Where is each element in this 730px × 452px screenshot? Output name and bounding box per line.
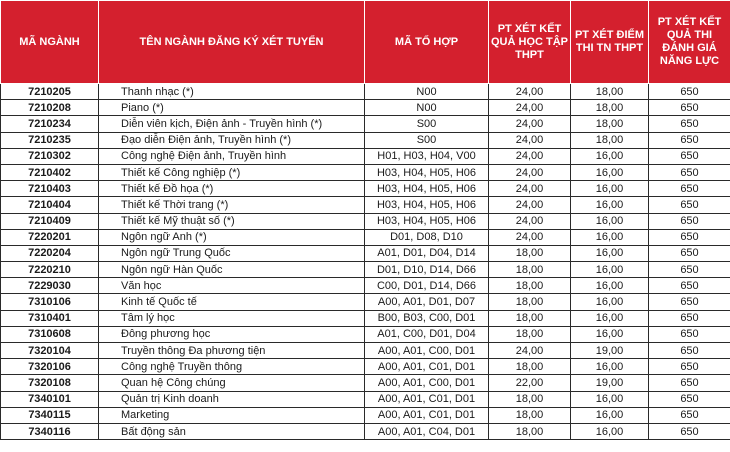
cell-combo: H03, H04, H05, H06 bbox=[365, 213, 489, 229]
cell-code: 7310401 bbox=[1, 310, 99, 326]
table-row bbox=[1, 278, 730, 294]
cell-pt-nang-luc: 650 bbox=[649, 375, 730, 391]
table-row bbox=[1, 326, 730, 342]
cell-name: Ngôn ngữ Hàn Quốc bbox=[99, 262, 365, 278]
header-pt-nang-luc: PT XÉT KẾT QUẢ THI ĐÁNH GIÁ NĂNG LỰC bbox=[649, 1, 730, 84]
cell-combo: A00, A01, C00, D01 bbox=[365, 343, 489, 359]
cell-pt-hoc-tap: 24,00 bbox=[489, 197, 571, 213]
cell-combo: A00, A01, C01, D01 bbox=[365, 391, 489, 407]
cell-pt-diem-thi: 18,00 bbox=[571, 116, 649, 132]
cell-pt-hoc-tap: 24,00 bbox=[489, 100, 571, 116]
cell-pt-hoc-tap: 24,00 bbox=[489, 116, 571, 132]
cell-name: Bất động sản bbox=[99, 423, 365, 439]
table-row bbox=[1, 391, 730, 407]
cell-pt-hoc-tap: 24,00 bbox=[489, 132, 571, 148]
cell-pt-nang-luc: 650 bbox=[649, 278, 730, 294]
cell-pt-nang-luc: 650 bbox=[649, 164, 730, 180]
cell-code: 7220204 bbox=[1, 245, 99, 261]
cell-combo: B00, B03, C00, D01 bbox=[365, 310, 489, 326]
cell-pt-diem-thi: 19,00 bbox=[571, 343, 649, 359]
cell-combo: A00, A01, C04, D01 bbox=[365, 423, 489, 439]
cell-combo: A00, A01, D01, D07 bbox=[365, 294, 489, 310]
cell-code: 7210403 bbox=[1, 181, 99, 197]
header-pt-hoc-tap: PT XÉT KẾT QUẢ HỌC TẬP THPT bbox=[489, 1, 571, 84]
cell-code: 7210302 bbox=[1, 148, 99, 164]
cell-combo: S00 bbox=[365, 116, 489, 132]
cell-combo: A01, C00, D01, D04 bbox=[365, 326, 489, 342]
table-row bbox=[1, 423, 730, 439]
cell-name: Diễn viên kịch, Điện ảnh - Truyền hình (*) bbox=[99, 116, 365, 132]
cell-combo: A00, A01, C01, D01 bbox=[365, 359, 489, 375]
header-code: MÃ NGÀNH bbox=[1, 1, 99, 84]
cell-pt-diem-thi: 16,00 bbox=[571, 326, 649, 342]
table-row bbox=[1, 407, 730, 423]
cell-code: 7210402 bbox=[1, 164, 99, 180]
cell-pt-nang-luc: 650 bbox=[649, 84, 730, 100]
cell-name: Ngôn ngữ Trung Quốc bbox=[99, 245, 365, 261]
cell-pt-nang-luc: 650 bbox=[649, 181, 730, 197]
cell-pt-hoc-tap: 18,00 bbox=[489, 310, 571, 326]
cell-code: 7210235 bbox=[1, 132, 99, 148]
table-row bbox=[1, 197, 730, 213]
cell-pt-hoc-tap: 24,00 bbox=[489, 213, 571, 229]
cell-pt-nang-luc: 650 bbox=[649, 423, 730, 439]
cell-pt-nang-luc: 650 bbox=[649, 197, 730, 213]
cell-combo: N00 bbox=[365, 100, 489, 116]
cell-name: Công nghệ Điện ảnh, Truyền hình bbox=[99, 148, 365, 164]
cell-pt-diem-thi: 16,00 bbox=[571, 245, 649, 261]
cell-name: Đạo diễn Điện ảnh, Truyền hình (*) bbox=[99, 132, 365, 148]
cell-name: Piano (*) bbox=[99, 100, 365, 116]
cell-pt-nang-luc: 650 bbox=[649, 229, 730, 245]
cell-combo: A00, A01, C00, D01 bbox=[365, 375, 489, 391]
cell-code: 7210234 bbox=[1, 116, 99, 132]
cell-combo: H03, H04, H05, H06 bbox=[365, 181, 489, 197]
cell-pt-diem-thi: 18,00 bbox=[571, 100, 649, 116]
table-row bbox=[1, 181, 730, 197]
cell-pt-nang-luc: 650 bbox=[649, 132, 730, 148]
table-row bbox=[1, 262, 730, 278]
cell-combo: H01, H03, H04, V00 bbox=[365, 148, 489, 164]
cell-code: 7210404 bbox=[1, 197, 99, 213]
cell-pt-hoc-tap: 22,00 bbox=[489, 375, 571, 391]
cell-code: 7210409 bbox=[1, 213, 99, 229]
cell-code: 7340101 bbox=[1, 391, 99, 407]
cell-combo: C00, D01, D14, D66 bbox=[365, 278, 489, 294]
cell-pt-nang-luc: 650 bbox=[649, 116, 730, 132]
cell-name: Thiết kế Thời trang (*) bbox=[99, 197, 365, 213]
cell-pt-nang-luc: 650 bbox=[649, 148, 730, 164]
header-combo: MÃ TỔ HỢP bbox=[365, 1, 489, 84]
table-header-row bbox=[1, 1, 730, 84]
cell-pt-nang-luc: 650 bbox=[649, 100, 730, 116]
cell-pt-nang-luc: 650 bbox=[649, 294, 730, 310]
cell-pt-nang-luc: 650 bbox=[649, 359, 730, 375]
cell-combo: N00 bbox=[365, 84, 489, 100]
cell-pt-nang-luc: 650 bbox=[649, 407, 730, 423]
cell-name: Đông phương học bbox=[99, 326, 365, 342]
cell-pt-hoc-tap: 18,00 bbox=[489, 245, 571, 261]
table-row bbox=[1, 343, 730, 359]
table-row bbox=[1, 310, 730, 326]
cell-code: 7320106 bbox=[1, 359, 99, 375]
cell-pt-hoc-tap: 24,00 bbox=[489, 343, 571, 359]
table-row bbox=[1, 213, 730, 229]
cell-code: 7220210 bbox=[1, 262, 99, 278]
cell-pt-diem-thi: 16,00 bbox=[571, 391, 649, 407]
cell-name: Truyền thông Đa phương tiện bbox=[99, 343, 365, 359]
table-row bbox=[1, 84, 730, 100]
cell-pt-diem-thi: 16,00 bbox=[571, 197, 649, 213]
cell-pt-hoc-tap: 18,00 bbox=[489, 294, 571, 310]
cell-name: Thanh nhạc (*) bbox=[99, 84, 365, 100]
cell-code: 7340115 bbox=[1, 407, 99, 423]
table-row bbox=[1, 229, 730, 245]
cell-combo: H03, H04, H05, H06 bbox=[365, 197, 489, 213]
cell-combo: D01, D08, D10 bbox=[365, 229, 489, 245]
cell-code: 7310106 bbox=[1, 294, 99, 310]
cell-combo: A00, A01, C01, D01 bbox=[365, 407, 489, 423]
cell-code: 7320104 bbox=[1, 343, 99, 359]
cell-name: Quan hệ Công chúng bbox=[99, 375, 365, 391]
table-row bbox=[1, 116, 730, 132]
cell-code: 7229030 bbox=[1, 278, 99, 294]
cell-code: 7320108 bbox=[1, 375, 99, 391]
cell-pt-hoc-tap: 18,00 bbox=[489, 326, 571, 342]
cell-pt-hoc-tap: 18,00 bbox=[489, 407, 571, 423]
cell-name: Quản trị Kinh doanh bbox=[99, 391, 365, 407]
cell-pt-nang-luc: 650 bbox=[649, 245, 730, 261]
cell-name: Văn học bbox=[99, 278, 365, 294]
table-row bbox=[1, 164, 730, 180]
cell-code: 7210205 bbox=[1, 84, 99, 100]
table-row bbox=[1, 132, 730, 148]
cell-pt-hoc-tap: 24,00 bbox=[489, 181, 571, 197]
cell-combo: S00 bbox=[365, 132, 489, 148]
cell-name: Marketing bbox=[99, 407, 365, 423]
cell-name: Thiết kế Công nghiệp (*) bbox=[99, 164, 365, 180]
cell-name: Ngôn ngữ Anh (*) bbox=[99, 229, 365, 245]
cell-name: Thiết kế Đồ họa (*) bbox=[99, 181, 365, 197]
cell-name: Công nghệ Truyền thông bbox=[99, 359, 365, 375]
cell-combo: A01, D01, D04, D14 bbox=[365, 245, 489, 261]
cell-code: 7340116 bbox=[1, 423, 99, 439]
cell-pt-diem-thi: 16,00 bbox=[571, 310, 649, 326]
cell-pt-diem-thi: 16,00 bbox=[571, 278, 649, 294]
cell-pt-diem-thi: 16,00 bbox=[571, 148, 649, 164]
cell-pt-diem-thi: 16,00 bbox=[571, 423, 649, 439]
cell-pt-hoc-tap: 18,00 bbox=[489, 262, 571, 278]
header-name: TÊN NGÀNH ĐĂNG KÝ XÉT TUYỂN bbox=[99, 1, 365, 84]
cell-pt-hoc-tap: 24,00 bbox=[489, 148, 571, 164]
cell-code: 7220201 bbox=[1, 229, 99, 245]
cell-pt-hoc-tap: 18,00 bbox=[489, 278, 571, 294]
cell-pt-diem-thi: 16,00 bbox=[571, 359, 649, 375]
table-row bbox=[1, 375, 730, 391]
cell-pt-nang-luc: 650 bbox=[649, 343, 730, 359]
cell-pt-hoc-tap: 24,00 bbox=[489, 229, 571, 245]
cell-name: Thiết kế Mỹ thuật số (*) bbox=[99, 213, 365, 229]
cell-pt-diem-thi: 19,00 bbox=[571, 375, 649, 391]
cell-pt-diem-thi: 16,00 bbox=[571, 164, 649, 180]
cell-pt-nang-luc: 650 bbox=[649, 326, 730, 342]
cell-pt-diem-thi: 16,00 bbox=[571, 262, 649, 278]
cell-code: 7210208 bbox=[1, 100, 99, 116]
cell-pt-diem-thi: 16,00 bbox=[571, 213, 649, 229]
cell-pt-diem-thi: 16,00 bbox=[571, 181, 649, 197]
cell-pt-hoc-tap: 18,00 bbox=[489, 391, 571, 407]
cell-pt-hoc-tap: 24,00 bbox=[489, 164, 571, 180]
header-pt-diem-thi: PT XÉT ĐIỂM THI TN THPT bbox=[571, 1, 649, 84]
cell-pt-hoc-tap: 18,00 bbox=[489, 359, 571, 375]
table-row bbox=[1, 100, 730, 116]
cell-pt-diem-thi: 16,00 bbox=[571, 407, 649, 423]
cell-pt-nang-luc: 650 bbox=[649, 391, 730, 407]
cell-pt-diem-thi: 16,00 bbox=[571, 229, 649, 245]
cell-code: 7310608 bbox=[1, 326, 99, 342]
cell-pt-nang-luc: 650 bbox=[649, 262, 730, 278]
cell-pt-diem-thi: 18,00 bbox=[571, 84, 649, 100]
cell-pt-diem-thi: 16,00 bbox=[571, 294, 649, 310]
cell-pt-nang-luc: 650 bbox=[649, 213, 730, 229]
table-row bbox=[1, 148, 730, 164]
cell-pt-diem-thi: 18,00 bbox=[571, 132, 649, 148]
cell-name: Tâm lý học bbox=[99, 310, 365, 326]
cell-pt-nang-luc: 650 bbox=[649, 310, 730, 326]
table-row bbox=[1, 294, 730, 310]
cell-pt-hoc-tap: 18,00 bbox=[489, 423, 571, 439]
cell-combo: H03, H04, H05, H06 bbox=[365, 164, 489, 180]
cell-name: Kinh tế Quốc tế bbox=[99, 294, 365, 310]
cell-combo: D01, D10, D14, D66 bbox=[365, 262, 489, 278]
cell-pt-hoc-tap: 24,00 bbox=[489, 84, 571, 100]
table-row bbox=[1, 359, 730, 375]
table-row bbox=[1, 245, 730, 261]
